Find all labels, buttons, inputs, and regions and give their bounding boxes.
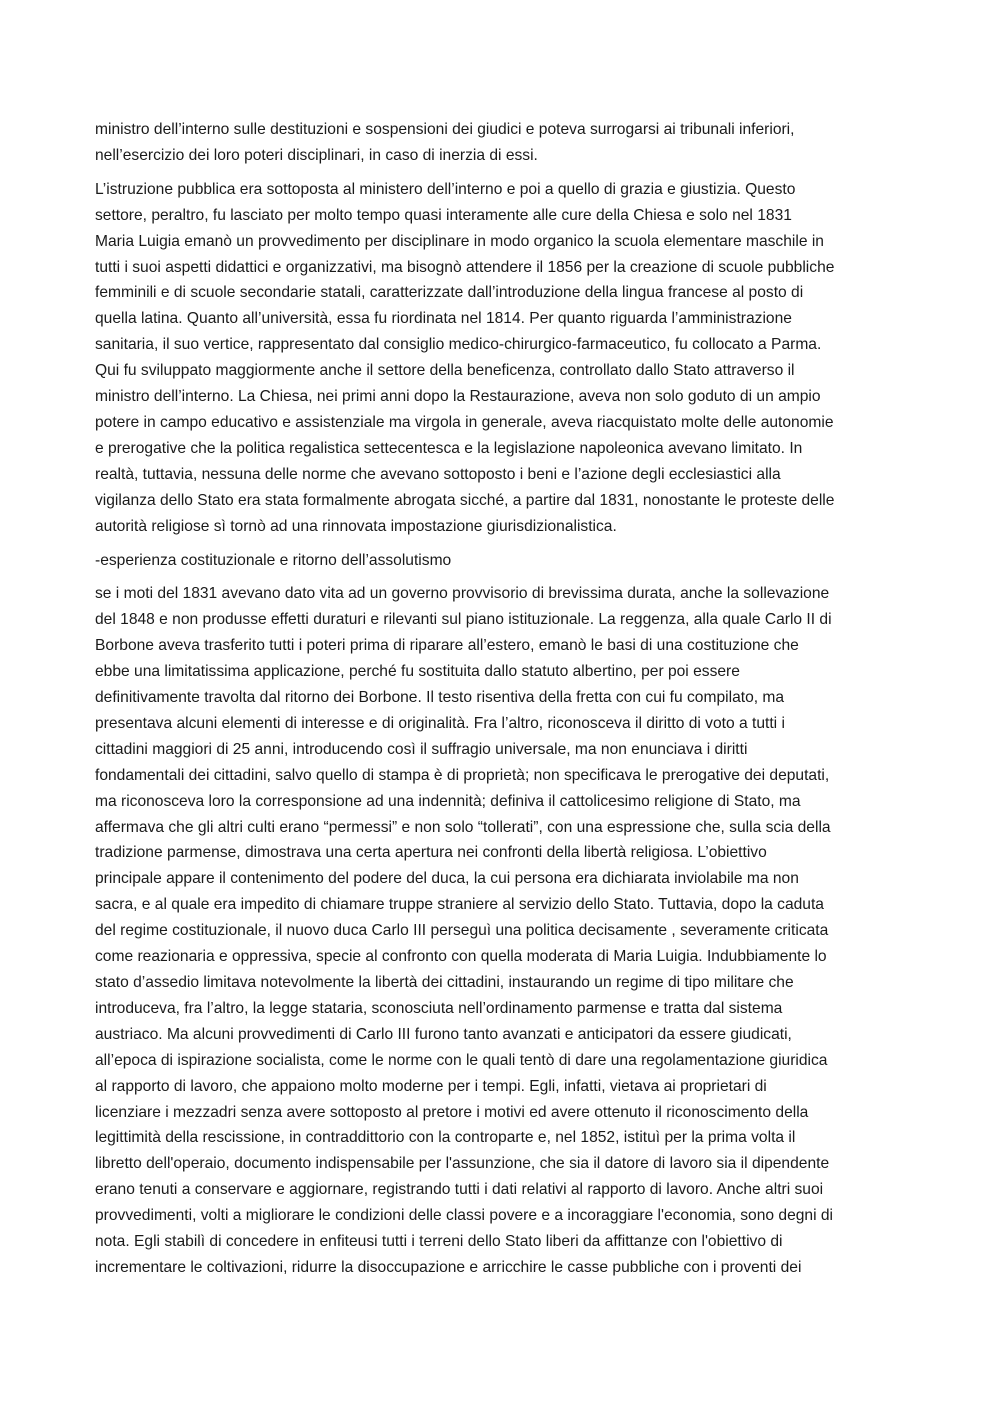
text-line: all’epoca di ispirazione socialista, come le norme con le quali tentò di dare una regolamentazione giuridica (95, 1051, 828, 1069)
text-line: presentava alcuni elementi di interesse e di originalità. Fra l’altro, riconosceva il diritto di voto a tutti i (95, 714, 785, 732)
text-line: L’istruzione pubblica era sottoposta al ministero dell’interno e poi a quello di grazia e giustizia. Questo (95, 180, 796, 198)
document-body (95, 117, 905, 1289)
text-line: nell’esercizio dei loro poteri disciplinari, in caso di inerzia di essi. (95, 146, 538, 164)
text-line: femminili e di scuole secondarie statali, caratterizzate dall’introduzione della lingua francese al posto di (95, 284, 804, 302)
text-line: come reazionaria e oppressiva, specie al confronto con quella moderata di Maria Luigia. Indubbiamente lo (95, 948, 827, 966)
text-line: legittimità della rescissione, in contraddittorio con la controparte e, nel 1852, istituì per la prima volta il (95, 1129, 796, 1147)
text-line: Maria Luigia emanò un provvedimento per disciplinare in modo organico la scuola elementare maschile in (95, 232, 824, 250)
text-line: incrementare le coltivazioni, ridurre la disoccupazione e arricchire le casse pubbliche con i proventi dei (95, 1258, 802, 1276)
text-line: stato d’assedio limitava notevolmente la libertà dei cittadini, instaurando un regime di tipo militare che (95, 974, 794, 991)
text-line: -esperienza costituzionale e ritorno dell’assolutismo (95, 551, 452, 569)
text-line: del regime costituzionale, il nuovo duca Carlo III perseguì una politica decisamente , severamente criticata (95, 922, 829, 940)
text-line: definitivamente travolta dal ritorno dei Borbone. Il testo risentiva della fretta con cui fu compilato, ma (95, 689, 785, 707)
text-line: cittadini maggiori di 25 anni, introducendo così il suffragio universale, ma non enunciava i diritti (95, 740, 748, 758)
text-line: affermava che gli altri culti erano “permessi” e non solo “tollerati”, con una espressione che, sulla scia della (95, 818, 831, 836)
text-line: tutti i suoi aspetti didattici e organizzativi, ma bisognò attendere il 1856 per la creazione di scuole pubbliche (95, 258, 835, 276)
text-line: ministro dell’interno sulle destituzioni e sospensioni dei giudici e poteva surrogarsi ai tribunali inferiori, (95, 121, 795, 138)
text-line: Borbone aveva trasferito tutti i poteri prima di riparare all’estero, emanò le basi di una costituzione che (95, 637, 799, 655)
text-line: sanitaria, il suo vertice, rappresentato dal consiglio medico-chirurgico-farmaceutico, fu collocato a Parma. (95, 336, 822, 354)
section-heading (95, 548, 905, 574)
paragraph (95, 117, 905, 169)
text-line: introduceva, fra l’altro, la legge stataria, sconosciuta nell’ordinamento parmense e tratta dal sistema (95, 999, 783, 1017)
text-line: Qui fu sviluppato maggiormente anche il settore della beneficenza, controllato dallo Stato attraverso il (95, 362, 795, 380)
text-line: al rapporto di lavoro, che appaiono molto moderne per i tempi. Egli, infatti, vietava ai proprietari di (95, 1077, 767, 1095)
paragraph (95, 581, 905, 1280)
text-line: ma riconosceva loro la corresponsione ad una indennità; definiva il cattolicesimo religione di Stato, ma (95, 792, 801, 810)
text-line: del 1848 e non produsse effetti duraturi e rilevanti sul piano istituzionale. La reggenza, alla quale Carlo II di (95, 611, 832, 629)
text-line: ebbe una limitatissima applicazione, perché fu sostituita dallo statuto albertino, per poi essere (95, 663, 740, 681)
text-line: settore, peraltro, fu lasciato per molto tempo quasi interamente alle cure della Chiesa e solo nel 1831 (95, 206, 792, 224)
text-line: nota. Egli stabilì di concedere in enfiteusi tutti i terreni dello Stato liberi da affittanze con l'obiettivo di (95, 1233, 783, 1251)
text-line: tradizione parmense, dimostrava una certa apertura nei confronti della libertà religiosa. L’obiettivo (95, 844, 767, 862)
text-line: realtà, tuttavia, nessuna delle norme che avevano sottoposto i beni e l’azione degli ecclesiastici alla (95, 465, 781, 483)
text-line: vigilanza dello Stato era stata formalmente abrogata sicché, a partire dal 1831, nonostante le proteste delle (95, 491, 835, 509)
text-line: austriaco. Ma alcuni provvedimenti di Carlo III furono tanto avanzati e anticipatori da essere giudicati, (95, 1025, 792, 1043)
text-line: libretto dell'operaio, documento indispensabile per l'assunzione, che sia il datore di lavoro sia il dipendente (95, 1155, 830, 1173)
text-line: sacra, e al quale era impedito di chiamare truppe straniere al servizio dello Stato. Tuttavia, dopo la caduta (95, 896, 824, 914)
text-line: provvedimenti, volti a migliorare le condizioni delle classi povere e a incoraggiare l'economia, sono degni di (95, 1207, 834, 1225)
text-line: e prerogative che la politica regalistica settecentesca e la legislazione napoleonica avevano limitato. In (95, 439, 803, 457)
text-line: se i moti del 1831 avevano dato vita ad un governo provvisorio di brevissima durata, anche la sollevazione (95, 585, 830, 603)
paragraph (95, 177, 905, 540)
text-line: autorità religiose sì tornò ad una rinnovata impostazione giurisdizionalistica. (95, 517, 617, 535)
text-line: fondamentali dei cittadini, salvo quello di stampa è di proprietà; non specificava le prerogative dei deputati, (95, 766, 830, 784)
text-line: erano tenuti a conservare e aggiornare, registrando tutti i dati relativi al rapporto di lavoro. Anche altri suoi (95, 1181, 824, 1199)
text-line: ministro dell’interno. La Chiesa, nei primi anni dopo la Restaurazione, aveva non solo goduto di un ampio (95, 388, 821, 406)
text-line: principale appare il contenimento del podere del duca, la cui persona era dichiarata inviolabile ma non (95, 870, 799, 888)
text-line: potere in campo educativo e assistenziale ma virgola in generale, aveva riacquistato molte delle autonomie (95, 413, 834, 431)
text-line: quella latina. Quanto all’università, essa fu riordinata nel 1814. Per quanto riguarda l’amministrazione (95, 310, 792, 328)
text-line: licenziare i mezzadri senza avere sottoposto al pretore i motivi ed avere ottenuto il riconoscimento della (95, 1103, 809, 1121)
